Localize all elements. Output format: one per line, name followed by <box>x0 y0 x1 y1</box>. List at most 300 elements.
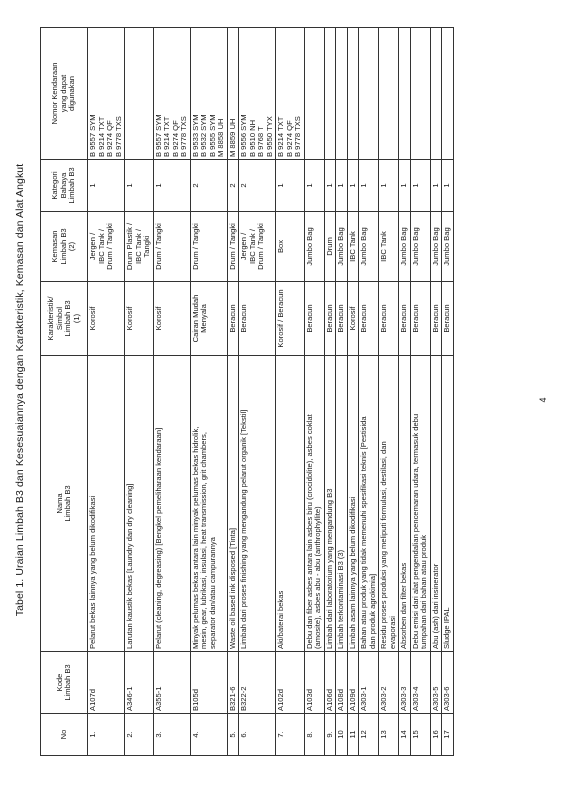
cell-kode-line: A102d <box>276 689 285 711</box>
cell-nomor-kendaraan-line: B 9557 SYM <box>88 114 97 157</box>
cell-kategori-line: 1 <box>399 183 408 188</box>
cell-karakteristik <box>125 282 154 356</box>
header-nomor-kendaraan <box>41 28 88 160</box>
cell-nama-line: Debu dan fiber asbes antara lain asbes biru (crocidolite), asbes coklat <box>304 414 314 649</box>
cell-karakteristik <box>399 282 411 356</box>
cell-nama-line: Waste oil based ink disposed [Tinta] <box>227 528 237 649</box>
cell-nomor-kendaraan-line: M 8859 UH <box>227 118 237 157</box>
cell-nama <box>227 356 239 652</box>
table-row <box>276 28 305 756</box>
cell-karakteristik-line: Beracun <box>324 304 334 333</box>
table-row <box>347 28 359 756</box>
cell-no-line: 8. <box>304 731 314 738</box>
cell-nomor-kendaraan-line: B 9778 TXS <box>113 116 123 157</box>
cell-kemasan <box>88 212 125 282</box>
cell-no <box>442 714 454 756</box>
cell-nama-line: Debu emisi dari alat pengendalian pencemaran udara, termasuk debu <box>410 413 420 649</box>
header-karakteristik <box>41 282 88 356</box>
cell-kategori-line: 1 <box>430 183 440 188</box>
cell-kode-line: A346-1 <box>125 686 134 711</box>
cell-nomor-kendaraan-line: B 9556 SYM <box>239 114 248 157</box>
cell-kemasan <box>239 212 276 282</box>
header-line: Limbah B3 <box>58 228 68 265</box>
cell-kemasan-line: Jumbo Bag <box>336 227 345 266</box>
cell-kemasan-line: Jumbo Bag <box>399 227 408 266</box>
table-body <box>88 28 454 756</box>
cell-nama-line: Absorben dan filter bekas <box>399 562 408 649</box>
cell-kemasan-line: Jergen / <box>88 232 97 261</box>
cell-no-line: 2. <box>125 731 134 738</box>
cell-nama <box>379 356 399 652</box>
cell-karakteristik <box>336 282 348 356</box>
cell-no <box>430 714 442 756</box>
cell-kode <box>239 652 276 714</box>
cell-no <box>153 714 190 756</box>
cell-nama <box>190 356 227 652</box>
cell-kategori <box>399 160 411 212</box>
cell-karakteristik-line: Beracun <box>410 304 420 333</box>
cell-nama-line: Limbah asam lainnya yang belum dikodifikasi <box>347 496 357 649</box>
cell-kode-line: A107d <box>88 689 97 711</box>
cell-nomor-kendaraan-line: B 9274 QF <box>170 120 180 157</box>
cell-kode <box>379 652 399 714</box>
cell-nomor-kendaraan-line: B 9532 SYM <box>199 114 208 157</box>
cell-kategori <box>336 160 348 212</box>
cell-kode <box>336 652 348 714</box>
cell-nomor-kendaraan-line: B 9778 TXS <box>179 116 188 157</box>
cell-kemasan-line: Jumbo Bag <box>430 227 440 266</box>
table-row <box>190 28 227 756</box>
cell-no-line: 1. <box>88 731 97 738</box>
cell-no-line: 15 <box>410 730 420 739</box>
header-line: Bahaya <box>58 172 68 199</box>
header-line: Simbol <box>54 306 64 331</box>
cell-nomor-kendaraan <box>347 28 359 160</box>
cell-nama-line: (amosite), asbes abu - abu (anthrophyllite) <box>313 506 322 649</box>
cell-karakteristik <box>153 282 190 356</box>
cell-kemasan-line: IBC Tank / <box>96 229 106 264</box>
header-line: Karakteristik/ <box>46 296 55 341</box>
cell-no-line: 13 <box>379 730 388 739</box>
cell-kode-line: A303-3 <box>399 686 408 711</box>
cell-kemasan-line: Jumbo Bag <box>359 227 368 266</box>
cell-kode <box>153 652 190 714</box>
cell-no <box>347 714 359 756</box>
cell-nama <box>125 356 154 652</box>
cell-kode-line: A303-6 <box>442 686 451 711</box>
cell-kemasan-line: Drum / Tangki <box>227 223 237 270</box>
cell-kategori <box>125 160 154 212</box>
header-line: Limbah B3 <box>67 167 77 204</box>
cell-nomor-kendaraan <box>359 28 379 160</box>
cell-nomor-kendaraan-line: B 9214 TXT <box>276 116 285 157</box>
cell-kode-line: A355-1 <box>153 686 163 711</box>
cell-nomor-kendaraan-line: B 9550 TYX <box>264 116 274 157</box>
cell-karakteristik <box>359 282 379 356</box>
cell-nomor-kendaraan <box>153 28 190 160</box>
cell-nama <box>153 356 190 652</box>
cell-karakteristik-line: Beracun <box>336 304 345 333</box>
cell-karakteristik <box>88 282 125 356</box>
cell-nomor-kendaraan <box>442 28 454 160</box>
cell-kategori-line: 1 <box>125 183 134 188</box>
table-row <box>379 28 399 756</box>
table-row <box>304 28 324 756</box>
cell-kemasan <box>399 212 411 282</box>
cell-karakteristik <box>276 282 305 356</box>
cell-kategori-line: 1 <box>324 183 334 188</box>
cell-nomor-kendaraan-line: B 9274 QF <box>105 120 114 157</box>
cell-nama-line: Aki/baterai bekas <box>276 590 285 649</box>
table-row <box>410 28 430 756</box>
cell-kemasan-line: IBC Tank <box>347 231 357 262</box>
cell-nama-line: Bahan atau produk yang tidak memenuhi spesifikasi teknis [Pestisida <box>359 416 368 649</box>
cell-karakteristik <box>442 282 454 356</box>
cell-kode-line: A108d <box>336 689 345 711</box>
cell-nama-line: Limbah terkontaminasi B3 (3) <box>336 549 345 649</box>
cell-kemasan <box>153 212 190 282</box>
cell-karakteristik <box>190 282 227 356</box>
cell-kemasan <box>430 212 442 282</box>
header-line: No <box>58 729 68 740</box>
cell-kategori-line: 2 <box>190 183 200 188</box>
cell-kode-line: A103d <box>304 689 314 711</box>
cell-kemasan <box>359 212 379 282</box>
cell-no <box>88 714 125 756</box>
cell-kategori <box>88 160 125 212</box>
cell-kategori-line: 1 <box>410 183 420 188</box>
table-row <box>239 28 276 756</box>
cell-nomor-kendaraan <box>239 28 276 160</box>
cell-nama-line: mesin, gear, lubrikasi, insulasi, heat transmission, grit chambers, <box>199 432 208 649</box>
cell-karakteristik-line: Beracun <box>359 304 368 333</box>
cell-nama <box>442 356 454 652</box>
cell-kode-line: B322-2 <box>239 686 248 711</box>
header-kemasan <box>41 212 88 282</box>
cell-no-line: 16 <box>430 730 440 739</box>
cell-kategori <box>304 160 324 212</box>
table-row <box>324 28 336 756</box>
cell-nomor-kendaraan-line: B 9768 T <box>256 126 265 157</box>
cell-kode-line: A303-2 <box>379 686 388 711</box>
cell-kemasan-line: Box <box>276 239 285 254</box>
table-row <box>88 28 125 756</box>
cell-kode-line: B105d <box>190 689 200 711</box>
cell-karakteristik-line: Korosif / Beracun <box>276 289 285 348</box>
cell-nomor-kendaraan <box>430 28 442 160</box>
cell-no-line: 14 <box>399 730 408 739</box>
header-line: Nomor Kendaraan <box>50 62 60 125</box>
cell-kode <box>399 652 411 714</box>
cell-kategori <box>359 160 379 212</box>
cell-kode <box>125 652 154 714</box>
cell-karakteristik-line: Korosif <box>88 306 97 331</box>
cell-nama-line: evaporasi <box>387 616 397 649</box>
cell-karakteristik-line: Beracun <box>430 304 440 333</box>
cell-kategori <box>379 160 399 212</box>
cell-kemasan <box>379 212 399 282</box>
cell-karakteristik-line: Beracun <box>227 304 237 333</box>
cell-nama <box>359 356 379 652</box>
header-line: Kode <box>54 673 64 692</box>
cell-kemasan-line: Drum / Tangki <box>105 223 114 270</box>
cell-nama-line: Limbah dari laboratorium yang mengandung B3 <box>324 488 334 649</box>
cell-nomor-kendaraan <box>379 28 399 160</box>
cell-karakteristik <box>410 282 430 356</box>
header-kategori <box>41 160 88 212</box>
cell-nama-line: Abu (ash) dari insinerator <box>430 563 440 649</box>
cell-nama <box>399 356 411 652</box>
cell-nama-line: dan produk agrokimia] <box>367 573 377 649</box>
cell-nama <box>430 356 442 652</box>
cell-nomor-kendaraan <box>227 28 239 160</box>
cell-kode <box>347 652 359 714</box>
table-row <box>227 28 239 756</box>
cell-no-line: 17 <box>442 730 451 739</box>
cell-nama-line: Pelarut bekas lainnya yang belum dikodifikasi <box>88 495 97 649</box>
cell-nomor-kendaraan-line: M 8858 UH <box>216 118 225 157</box>
header-line: digunakan <box>67 75 77 112</box>
cell-kemasan-line: Drum Plastik / <box>125 222 134 271</box>
cell-no-line: 9. <box>324 731 334 738</box>
cell-kategori <box>410 160 430 212</box>
header-line: Limbah B3 <box>63 664 72 701</box>
cell-nama <box>324 356 336 652</box>
cell-kode-line: B321-6 <box>227 686 237 711</box>
cell-karakteristik-line: Korosif <box>125 306 134 331</box>
cell-no-line: 11 <box>347 730 357 739</box>
cell-kemasan-line: Jumbo Bag <box>304 227 314 266</box>
cell-kode <box>324 652 336 714</box>
cell-no <box>359 714 379 756</box>
table-row <box>153 28 190 756</box>
page-number: 4 <box>538 397 548 403</box>
cell-no <box>324 714 336 756</box>
cell-karakteristik-line: Korosif <box>153 306 163 331</box>
header-line: (2) <box>67 241 77 252</box>
cell-nama-line: Larutan kaustik bekas [Laundry dan dry cleaning] <box>125 483 134 649</box>
table-row <box>442 28 454 756</box>
cell-kode <box>304 652 324 714</box>
cell-kode-line: A303-1 <box>359 686 368 711</box>
cell-no <box>379 714 399 756</box>
cell-kategori-line: 1 <box>347 183 357 188</box>
cell-kategori <box>347 160 359 212</box>
header-nama <box>41 356 88 652</box>
cell-kategori-line: 2 <box>227 183 237 188</box>
header-kode <box>41 652 88 714</box>
cell-nomor-kendaraan <box>125 28 154 160</box>
cell-no <box>399 714 411 756</box>
cell-kemasan-line: Drum / Tangki <box>190 223 200 270</box>
cell-kemasan <box>276 212 305 282</box>
cell-kategori-line: 1 <box>276 183 285 188</box>
cell-nomor-kendaraan-line: B 9533 SYM <box>190 114 200 157</box>
cell-nomor-kendaraan <box>88 28 125 160</box>
cell-kemasan <box>125 212 154 282</box>
cell-kategori-line: 1 <box>304 183 314 188</box>
cell-kategori <box>442 160 454 212</box>
cell-no <box>276 714 305 756</box>
cell-nomor-kendaraan-line: B 9557 SYM <box>153 114 163 157</box>
header-line: Limbah B3 <box>63 485 72 522</box>
table-header-row <box>41 28 88 756</box>
cell-karakteristik-line: Beracun <box>442 304 451 333</box>
cell-karakteristik-line: Beracun <box>399 304 408 333</box>
cell-kategori-line: 1 <box>336 183 345 188</box>
cell-kemasan <box>410 212 430 282</box>
cell-nama-line: tumpahan dari bahan atau produk <box>419 535 428 649</box>
cell-kategori <box>324 160 336 212</box>
cell-kemasan-line: Jergen / <box>239 232 248 261</box>
cell-kode-line: A303-4 <box>410 686 420 711</box>
cell-kemasan-line: Drum / Tangki <box>153 223 163 270</box>
cell-no-line: 5. <box>227 731 237 738</box>
cell-kode <box>227 652 239 714</box>
cell-kemasan-line: Drum / Tangki <box>256 223 265 270</box>
table-row <box>125 28 154 756</box>
cell-no-line: 12 <box>359 730 368 739</box>
cell-nomor-kendaraan <box>336 28 348 160</box>
cell-kemasan <box>190 212 227 282</box>
cell-kode <box>359 652 379 714</box>
cell-kategori <box>227 160 239 212</box>
cell-no-line: 10 <box>336 730 345 739</box>
cell-nama-line: Pelarut (cleaning, degreasing) [Bengkel pemeliharaan kendaraan] <box>153 427 163 649</box>
cell-nama-line: Residu proses produksi yang meliputi formulasi, destilasi, dan <box>379 441 388 649</box>
cell-no <box>190 714 227 756</box>
cell-nomor-kendaraan-line: B 9274 QF <box>284 120 294 157</box>
cell-nama <box>304 356 324 652</box>
cell-nomor-kendaraan <box>190 28 227 160</box>
cell-kemasan-line: Drum <box>324 237 334 256</box>
cell-kode-line: A106d <box>324 689 334 711</box>
cell-nama <box>88 356 125 652</box>
cell-karakteristik <box>304 282 324 356</box>
cell-kode-line: A303-5 <box>430 686 440 711</box>
cell-nomor-kendaraan-line: B 9510 NH <box>247 119 257 157</box>
cell-kategori <box>430 160 442 212</box>
cell-kemasan <box>442 212 454 282</box>
cell-karakteristik-line: Beracun <box>379 304 388 333</box>
cell-nomor-kendaraan <box>276 28 305 160</box>
waste-table <box>40 27 454 756</box>
cell-kemasan-line: Tangki <box>142 235 151 258</box>
cell-no-line: 3. <box>153 731 163 738</box>
cell-karakteristik <box>347 282 359 356</box>
cell-no <box>227 714 239 756</box>
cell-kemasan-line: IBC Tank / <box>133 229 143 264</box>
cell-kategori <box>153 160 190 212</box>
cell-kemasan <box>227 212 239 282</box>
cell-no <box>125 714 154 756</box>
cell-karakteristik-line: Menyala <box>199 304 208 333</box>
cell-nama-line: Minyak pelumas bekas antara lain minyak pelumas bekas hidrolik, <box>190 426 200 649</box>
cell-kategori-line: 1 <box>359 183 368 188</box>
cell-karakteristik <box>324 282 336 356</box>
cell-kode <box>442 652 454 714</box>
header-line: Limbah B3 <box>63 300 72 337</box>
cell-nama-line: separator dan/atau campurannya <box>207 537 217 649</box>
table-row <box>359 28 379 756</box>
cell-kategori <box>190 160 227 212</box>
cell-nomor-kendaraan-line: B 9214 TXT <box>96 116 106 157</box>
cell-no <box>410 714 430 756</box>
cell-kategori-line: 1 <box>442 183 451 188</box>
cell-kemasan-line: Jumbo Bag <box>410 227 420 266</box>
cell-nama <box>239 356 276 652</box>
cell-karakteristik-line: Beracun <box>304 304 314 333</box>
cell-karakteristik-line: Korosif <box>347 306 357 331</box>
cell-kategori <box>239 160 276 212</box>
cell-karakteristik <box>379 282 399 356</box>
cell-kode <box>276 652 305 714</box>
cell-nama <box>347 356 359 652</box>
cell-kemasan-line: IBC Tank / <box>247 229 257 264</box>
cell-no-line: 7. <box>276 731 285 738</box>
cell-nomor-kendaraan <box>410 28 430 160</box>
header-line: yang dapat <box>58 74 68 113</box>
cell-no-line: 6. <box>239 731 248 738</box>
cell-kode <box>410 652 430 714</box>
header-line: Nama <box>54 493 64 514</box>
cell-nomor-kendaraan-line: B 9555 SYM <box>207 114 217 157</box>
cell-kategori-line: 1 <box>88 183 97 188</box>
header-no <box>41 714 88 756</box>
cell-kode <box>430 652 442 714</box>
cell-kategori-line: 1 <box>153 183 163 188</box>
header-line: Kategori <box>50 171 60 200</box>
cell-kemasan-line: IBC Tank <box>379 231 388 262</box>
table-row <box>430 28 442 756</box>
cell-kode-line: A109d <box>347 689 357 711</box>
cell-nama-line: Limbah dari proses finishing yang mengandung pelarut organik [Tekstil] <box>239 409 248 649</box>
cell-nama <box>336 356 348 652</box>
cell-karakteristik <box>430 282 442 356</box>
cell-nomor-kendaraan <box>399 28 411 160</box>
cell-karakteristik-line: Beracun <box>239 304 248 333</box>
cell-kemasan <box>347 212 359 282</box>
cell-kemasan <box>304 212 324 282</box>
cell-no <box>239 714 276 756</box>
cell-nomor-kendaraan-line: B 9778 TXS <box>293 116 302 157</box>
table-row <box>399 28 411 756</box>
cell-no <box>304 714 324 756</box>
cell-kategori-line: 2 <box>239 183 248 188</box>
cell-karakteristik-line: Cairan Mudah <box>190 294 200 343</box>
cell-nomor-kendaraan <box>304 28 324 160</box>
cell-nomor-kendaraan-line: B 9214 TXT <box>162 116 171 157</box>
cell-kemasan-line: Jumbo Bag <box>442 227 451 266</box>
table-caption: Tabel 1. Uraian Limbah B3 dan Kesesuaiannya dengan Karakteristik, Kemasan dan Alat Angkut <box>14 163 26 617</box>
cell-kategori-line: 1 <box>379 183 388 188</box>
cell-nama-line: Sludge IPAL <box>442 607 451 649</box>
header-line: Kemasan <box>50 230 60 263</box>
cell-nama <box>410 356 430 652</box>
cell-karakteristik <box>227 282 239 356</box>
cell-kemasan <box>336 212 348 282</box>
table-row <box>336 28 348 756</box>
cell-karakteristik <box>239 282 276 356</box>
cell-nama <box>276 356 305 652</box>
cell-no-line: 4. <box>190 731 200 738</box>
header-line: (1) <box>71 313 81 324</box>
cell-kemasan <box>324 212 336 282</box>
cell-no <box>336 714 348 756</box>
cell-kategori <box>276 160 305 212</box>
cell-nomor-kendaraan <box>324 28 336 160</box>
cell-kode <box>88 652 125 714</box>
